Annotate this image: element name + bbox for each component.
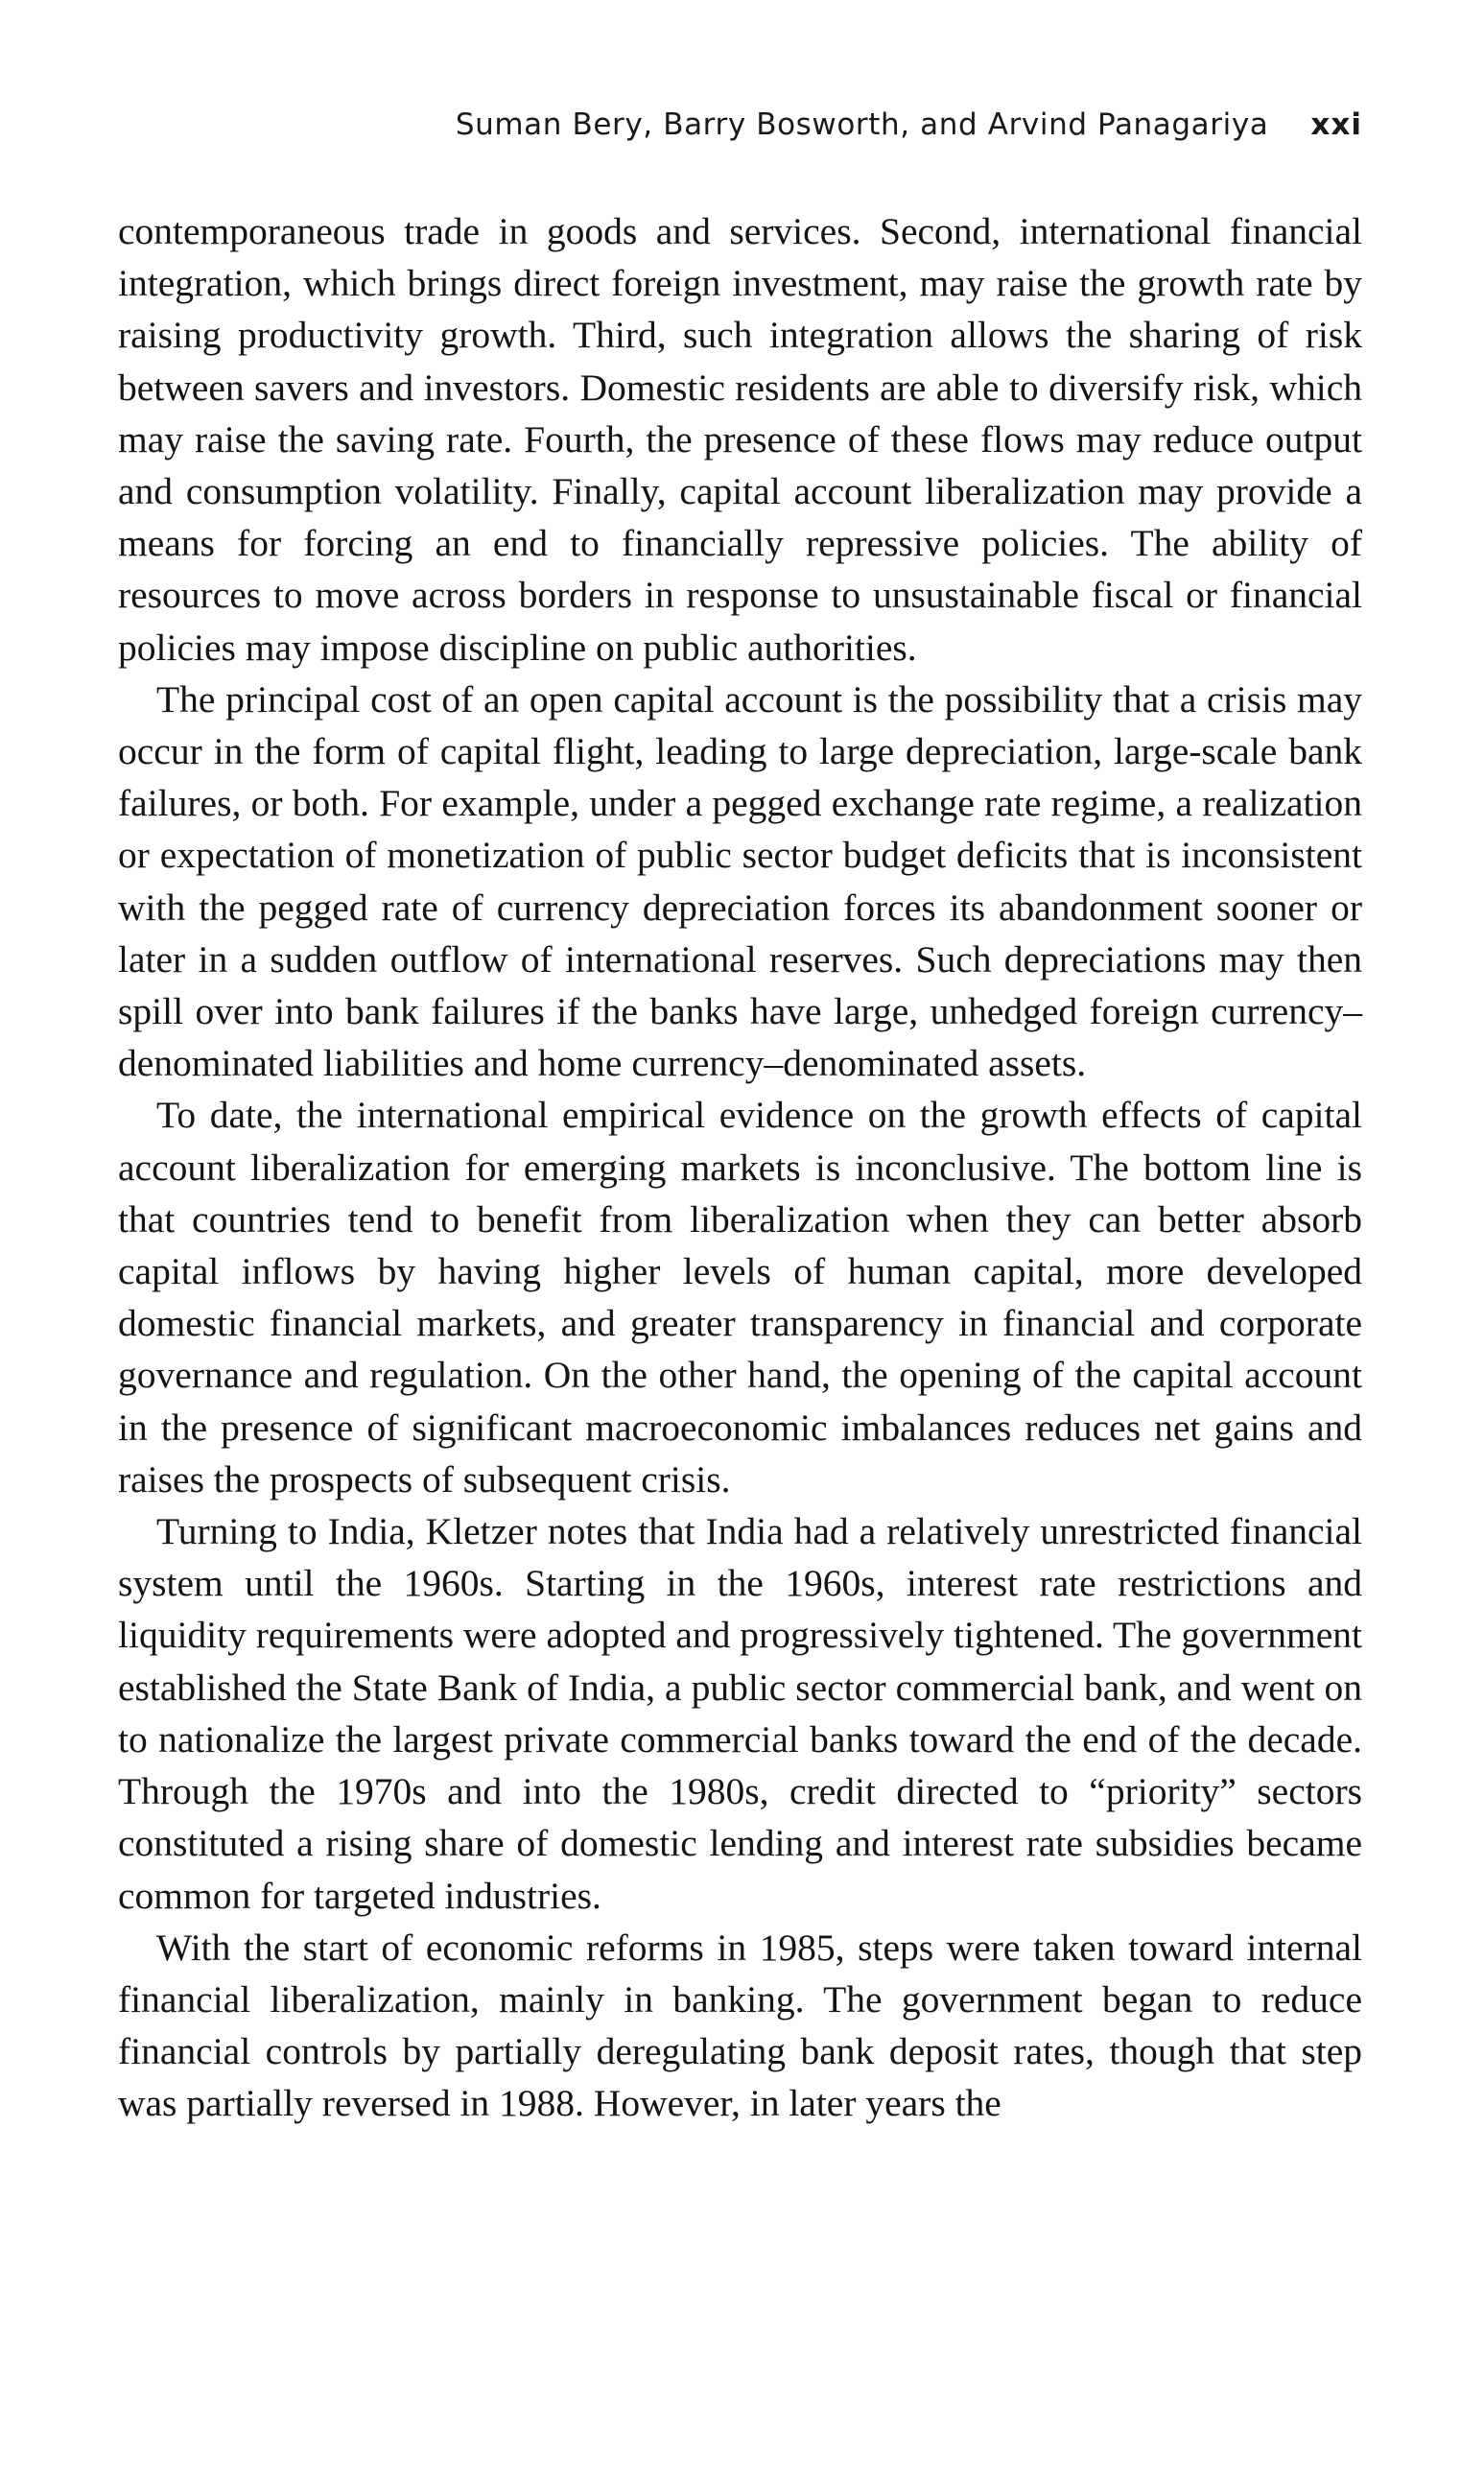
body-text <box>118 205 1362 2130</box>
paragraph-capital-account-cost: The principal cost of an open capital account is the possibility that a crisis may occur in the form of capital flight, leading to large depreciation, large-scale bank failures, or both. For example, under a pegged exchange rate regime, a realization or expectation of monetization of public sector budget deficits that is inconsistent with the pegged rate of currency depreciation forces its abandonment sooner or later in a sudden outflow of international reserves. Such depreciations may then spill over into bank failures if the banks have large, unhedged foreign currency–denominated liabilities and home currency–denominated assets. <box>118 677 1362 1085</box>
paragraph-economic-reforms: With the start of economic reforms in 1985, steps were taken toward internal financial liberalization, mainly in banking. The government began to reduce financial controls by partially deregulating bank deposit rates, though that step was partially reversed in 1988. However, in later years the <box>118 1926 1362 2125</box>
book-page <box>118 107 1362 2130</box>
paragraph-empirical-evidence: To date, the international empirical evidence on the growth effects of capital account liberalization for emerging markets is inconclusive. The bottom line is that countries tend to benefit from liberalization when they can better absorb capital inflows by having higher levels of human capital, more developed domestic financial markets, and greater transparency in financial and corporate governance and regulation. On the other hand, the opening of the capital account in the presence of significant macroeconomic imbalances reduces net gains and raises the prospects of subsequent crisis. <box>118 1094 1362 1501</box>
paragraph-india-history: Turning to India, Kletzer notes that India had a relatively unrestricted financial system until the 1960s. Starting in the 1960s, interest rate restrictions and liquidity requirements were adopted and progressively tightened. The government established the State Bank of India, a public sector commercial bank, and went on to nationalize the largest private commercial banks toward the end of the decade. Through the 1970s and into the 1980s, credit directed to “priority” sectors constituted a rising share of domestic lending and interest rate subsidies became common for targeted industries. <box>118 1510 1362 1917</box>
page-number: xxi <box>1310 107 1362 142</box>
running-head <box>118 107 1362 165</box>
paragraph-continued: contemporaneous trade in goods and services. Second, international financial integration, which brings direct foreign investment, may raise the growth rate by raising productivity growth. Third, such integration allows the sharing of risk between savers and investors. Domestic residents are able to diversify risk, which may raise the saving rate. Fourth, the presence of these flows may reduce output and consumption volatility. Finally, capital account liberalization may provide a means for forcing an end to financially repressive policies. The ability of resources to move across borders in response to unsustainable fiscal or financial policies may impose discipline on public authorities. <box>118 210 1362 669</box>
running-head-authors: Suman Bery, Barry Bosworth, and Arvind Panagariya <box>455 107 1269 142</box>
